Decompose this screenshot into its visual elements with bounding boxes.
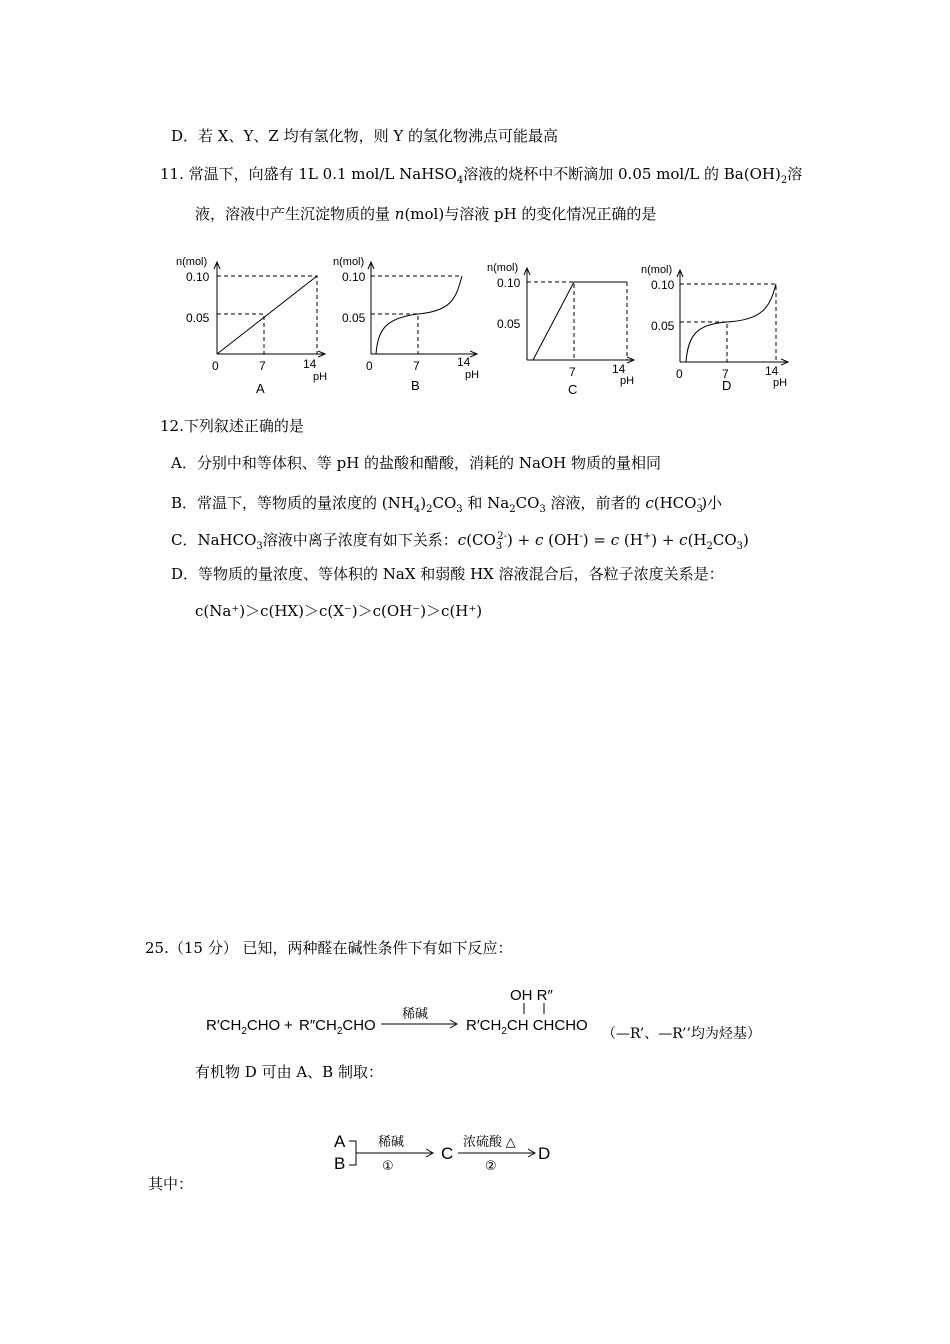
graph-a-x14: 14: [303, 357, 317, 371]
reactant-1: $R'CH_2CHO$: [206, 1017, 281, 1037]
graph-b-curve: [376, 276, 462, 354]
product: $R'CH_2CH$ CHCHO: [466, 1017, 588, 1037]
scheme-cond-2: 浓硫酸 △: [463, 1134, 516, 1149]
graph-d-label: D: [722, 378, 732, 393]
q12-c-oh: (OH: [543, 531, 580, 549]
scheme-c: C: [441, 1144, 454, 1163]
q12-c-close: ): [743, 531, 749, 549]
q11-line1: [160, 164, 802, 191]
graph-d-xlabel: pH: [773, 377, 788, 389]
graph-a-label: A: [256, 381, 265, 396]
q12-b-end: )小: [701, 494, 723, 512]
scheme-step-1: ①: [382, 1158, 394, 1173]
graph-c-y005: 0.05: [497, 317, 521, 331]
q12-c-plus2: ) +: [651, 531, 680, 549]
graph-c-x7: 7: [569, 365, 576, 379]
graph-b-xlabel: pH: [465, 369, 480, 381]
q12-c-text2: 溶液中离子浓度有如下关系：: [262, 531, 458, 549]
q11-graphs: [0, 245, 950, 405]
q11-text-c: 溶: [787, 165, 803, 183]
q25-intro: 有机物 D 可由 A、B 制取：: [195, 1063, 383, 1081]
q11-text-b: 溶液的烧杯中不断滴加 0.05 mol/L 的 Ba(OH): [463, 165, 781, 183]
graph-b-y005: 0.05: [342, 311, 366, 325]
graph-b-x7: 7: [413, 359, 420, 373]
q25-title: 25.（15 分） 已知，两种醛在碱性条件下有如下反应：: [145, 939, 513, 957]
graph-a-xlabel: pH: [313, 371, 328, 383]
scheme-b: B: [334, 1154, 346, 1173]
graph-d-x7: 7: [722, 367, 729, 381]
graph-a: [176, 256, 327, 396]
graph-d-curve: [686, 284, 776, 362]
graph-b-label: B: [411, 378, 420, 393]
q12-c-plus: ) +: [506, 531, 535, 549]
graph-d-y005: 0.05: [651, 319, 675, 333]
reaction-condition: 稀碱: [402, 1006, 429, 1021]
q12-title: 12.下列叙述正确的是: [160, 417, 304, 435]
graph-b-x14: 14: [457, 355, 471, 369]
scheme-cond-1: 稀碱: [378, 1134, 405, 1149]
graph-b-x0: 0: [366, 359, 373, 373]
q12-c-c4: c: [679, 531, 688, 549]
q12-b-text2: 溶液，前者的: [545, 494, 646, 512]
graph-d-x0: 0: [676, 367, 683, 381]
q11-n-italic: n: [394, 205, 405, 223]
q12-b-text1: B．常温下，等物质的量浓度的 (NH: [171, 494, 414, 512]
graph-b-y010: 0.10: [342, 270, 366, 284]
scheme-d: D: [538, 1144, 551, 1163]
plus-sign: +: [284, 1017, 293, 1034]
q11-line2-b: (mol)与溶液 pH 的变化情况正确的是: [404, 205, 657, 223]
q12-option-d: D．等物质的量浓度、等体积的 NaX 和弱酸 HX 溶液混合后，各粒子浓度关系是：: [171, 565, 724, 583]
q12-b-hco: (HCO: [653, 494, 697, 512]
q12-c-h2: (H: [687, 531, 707, 549]
q12-option-a: A．分别中和等体积、等 pH 的盐酸和醋酸，消耗的 NaOH 物质的量相同: [171, 454, 662, 472]
scheme-step-2: ②: [485, 1158, 497, 1173]
q12-option-c: C．NaHCO$_3$溶液中离子浓度有如下关系：$c(CO_3^{2-}) + c$ (OH-) = c $(H^+) + c(H_2CO_3)$: [171, 531, 749, 552]
graph-a-ylabel: n(mol): [176, 256, 208, 268]
q12-c-co3: (CO: [466, 531, 496, 549]
q12-b-na: 和 Na: [462, 494, 510, 512]
q11-line2: [195, 204, 656, 224]
q25-scheme: [0, 1125, 950, 1185]
graph-c-y010: 0.10: [497, 276, 521, 290]
q11-text-a: 11. 常温下，向盛有 1L 0.1 mol/L NaHSO: [160, 165, 457, 183]
q11-sub-4: 4: [456, 175, 464, 186]
q12-b-co2: CO: [515, 494, 540, 512]
q11-line2-a: 液，溶液中产生沉淀物质的量: [195, 205, 395, 223]
q10-option-d: D．若 X、Y、Z 均有氢化物，则 Y 的氢化物沸点可能最高: [171, 127, 559, 145]
q12-c-text1: C．NaHCO: [171, 531, 257, 549]
graph-b: [333, 256, 479, 393]
scheme-a: A: [334, 1132, 346, 1151]
graph-c-x14: 14: [612, 362, 626, 376]
graph-c-xlabel: pH: [620, 375, 635, 387]
q12-option-d-relation: c(Na⁺)＞c(HX)＞c(X⁻)＞c(OH⁻)＞c(H⁺): [195, 602, 483, 620]
graph-d-ylabel: n(mol): [641, 264, 673, 276]
graph-a-y010: 0.10: [186, 270, 210, 284]
q12-c-h: (H: [619, 531, 643, 549]
q12-c-c1: c: [457, 531, 467, 549]
q12-c-co: CO: [712, 531, 737, 549]
graph-d: [641, 264, 788, 393]
graph-c-ylabel: n(mol): [487, 262, 519, 274]
graph-a-x0: 0: [212, 359, 219, 373]
graph-a-x7: 7: [259, 359, 266, 373]
graph-b-ylabel: n(mol): [333, 256, 365, 268]
q12-option-b: B．常温下，等物质的量浓度的 $(NH_4)_2CO_3$ 和 $Na_2CO_3$ 溶液，前者的 $c(HCO_3^-)$小: [171, 494, 723, 515]
graph-d-x14: 14: [765, 364, 779, 378]
product-substituents: OH R″: [510, 987, 553, 1004]
graph-a-y005: 0.05: [186, 311, 210, 325]
graph-c: [487, 262, 634, 397]
q12-c-c3: c: [610, 531, 620, 549]
reaction-note: （—R’、—R’’均为烃基）: [602, 1026, 761, 1042]
q12-b-paren: ): [420, 494, 427, 512]
q12-c-c2: c: [534, 531, 544, 549]
q25-where: 其中：: [148, 1175, 194, 1193]
q12-b-c: c: [645, 494, 654, 512]
graph-a-curve: [217, 276, 317, 354]
graph-c-curve: [533, 282, 627, 360]
q25-reaction: [0, 985, 950, 1055]
q12-c-eq: ) =: [582, 531, 611, 549]
graph-c-label: C: [568, 382, 578, 397]
graph-d-y010: 0.10: [651, 278, 675, 292]
q11-sub-2: 2: [780, 175, 788, 186]
q12-b-co: CO: [432, 494, 457, 512]
reactant-2: $R''CH_2CHO$: [299, 1017, 376, 1037]
